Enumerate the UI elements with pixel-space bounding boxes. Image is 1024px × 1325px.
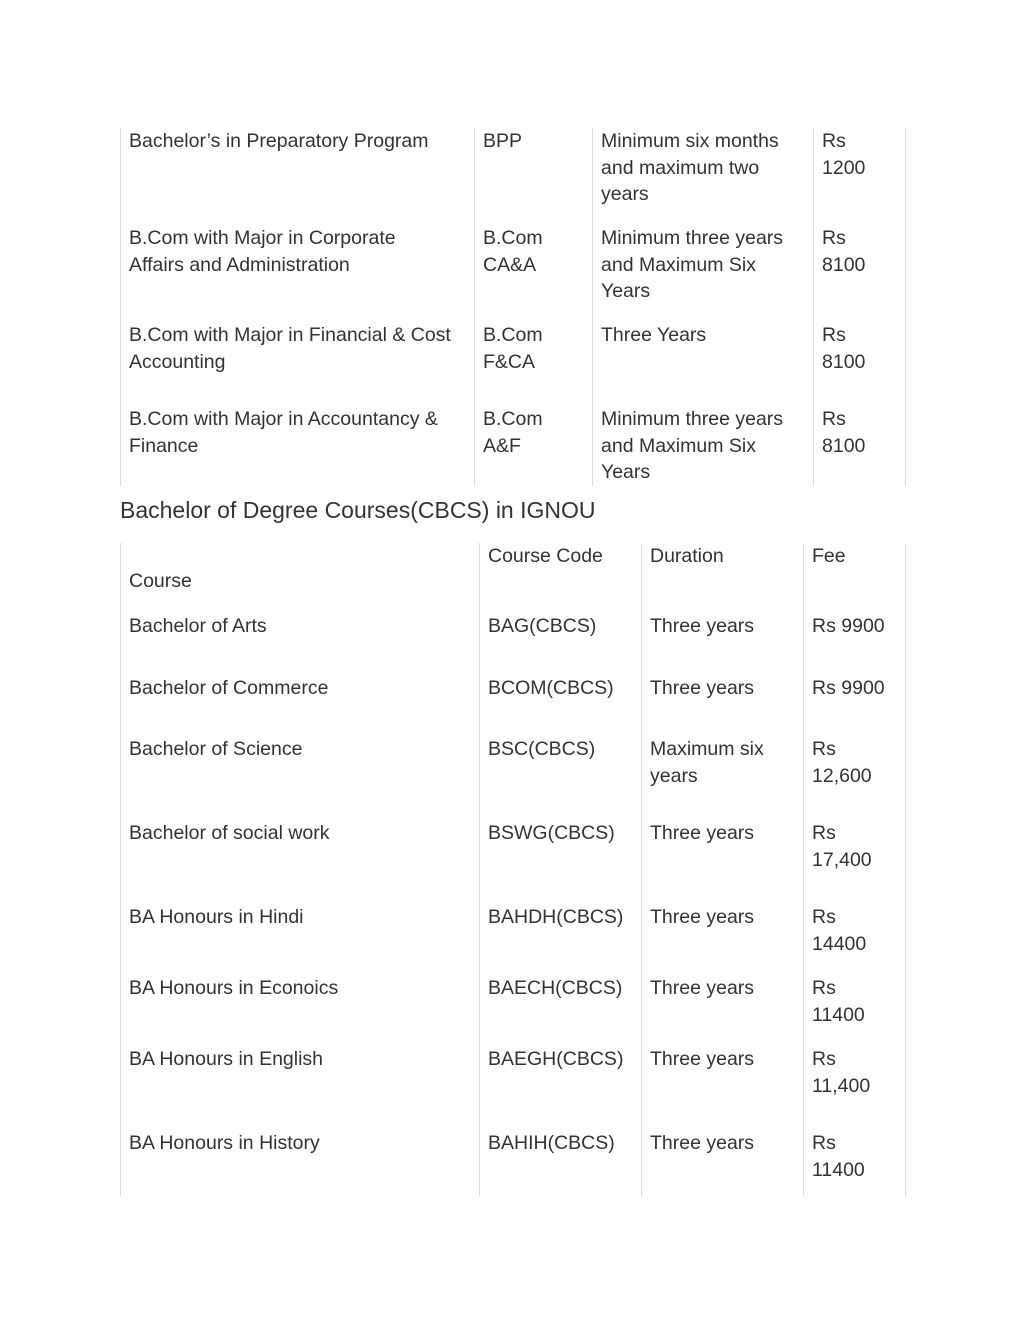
cell-duration: Three years [642,1046,804,1130]
table-row [121,675,906,736]
cell-fee: Rs 11400 [804,975,906,1046]
table-row [121,904,906,975]
header-code: Course Code [480,543,642,613]
cell-duration: Three years [642,820,804,904]
cell-course: B.Com with Major in Accountancy & Finance [121,406,475,486]
cell-fee: Rs 17,400 [804,820,906,904]
cell-course: Bachelor of Arts [121,613,480,675]
table-row [121,975,906,1046]
cell-duration: Three years [642,1130,804,1196]
cell-course: BA Honours in History [121,1130,480,1196]
cell-duration: Maximum six years [642,736,804,820]
cell-fee: Rs 11,400 [804,1046,906,1130]
cell-code: B.Com A&F [475,406,593,486]
cell-code: BAHDH(CBCS) [480,904,642,975]
cell-fee: Rs 14400 [804,904,906,975]
table-row [121,1130,906,1196]
cell-fee: Rs 12,600 [804,736,906,820]
cell-fee: Rs 9900 [804,675,906,736]
cell-duration: Minimum three years and Maximum Six Years [593,406,814,486]
cell-duration: Three years [642,904,804,975]
cell-code: BSC(CBCS) [480,736,642,820]
header-course: Course [121,543,480,613]
cell-fee: Rs 1200 [814,128,906,225]
cbcs-courses-table [120,543,906,1196]
cell-code: BAECH(CBCS) [480,975,642,1046]
cell-code: BSWG(CBCS) [480,820,642,904]
cell-code: BCOM(CBCS) [480,675,642,736]
cell-duration: Minimum six months and maximum two years [593,128,814,225]
table-row [121,225,906,322]
table-row [121,406,906,486]
cell-course: Bachelor of social work [121,820,480,904]
table-row [121,128,906,225]
cell-fee: Rs 11400 [804,1130,906,1196]
table-row [121,820,906,904]
cell-duration: Minimum three years and Maximum Six Years [593,225,814,322]
preparatory-bcom-table [120,128,906,486]
cell-fee: Rs 9900 [804,613,906,675]
table-row [121,1046,906,1130]
cell-course: BA Honours in Econoics [121,975,480,1046]
header-duration: Duration [642,543,804,613]
cell-course: BA Honours in English [121,1046,480,1130]
cell-course: B.Com with Major in Financial & Cost Accounting [121,322,475,406]
cell-fee: Rs 8100 [814,322,906,406]
cell-code: B.Com F&CA [475,322,593,406]
table-row [121,322,906,406]
cell-code: B.Com CA&A [475,225,593,322]
cell-duration: Three Years [593,322,814,406]
cell-course: Bachelor’s in Preparatory Program [121,128,475,225]
header-fee: Fee [804,543,906,613]
section-title: Bachelor of Degree Courses(CBCS) in IGNOU [120,497,596,523]
table-header-row [121,543,906,613]
cell-code: BAG(CBCS) [480,613,642,675]
table-row [121,613,906,675]
cell-course: Bachelor of Commerce [121,675,480,736]
table-row [121,736,906,820]
cell-course: BA Honours in Hindi [121,904,480,975]
cell-course: Bachelor of Science [121,736,480,820]
cell-fee: Rs 8100 [814,406,906,486]
cell-code: BAEGH(CBCS) [480,1046,642,1130]
cell-duration: Three years [642,975,804,1046]
cell-duration: Three years [642,613,804,675]
cell-code: BAHIH(CBCS) [480,1130,642,1196]
cell-code: BPP [475,128,593,225]
cell-course: B.Com with Major in Corporate Affairs and Administration [121,225,475,322]
cell-duration: Three years [642,675,804,736]
cell-fee: Rs 8100 [814,225,906,322]
